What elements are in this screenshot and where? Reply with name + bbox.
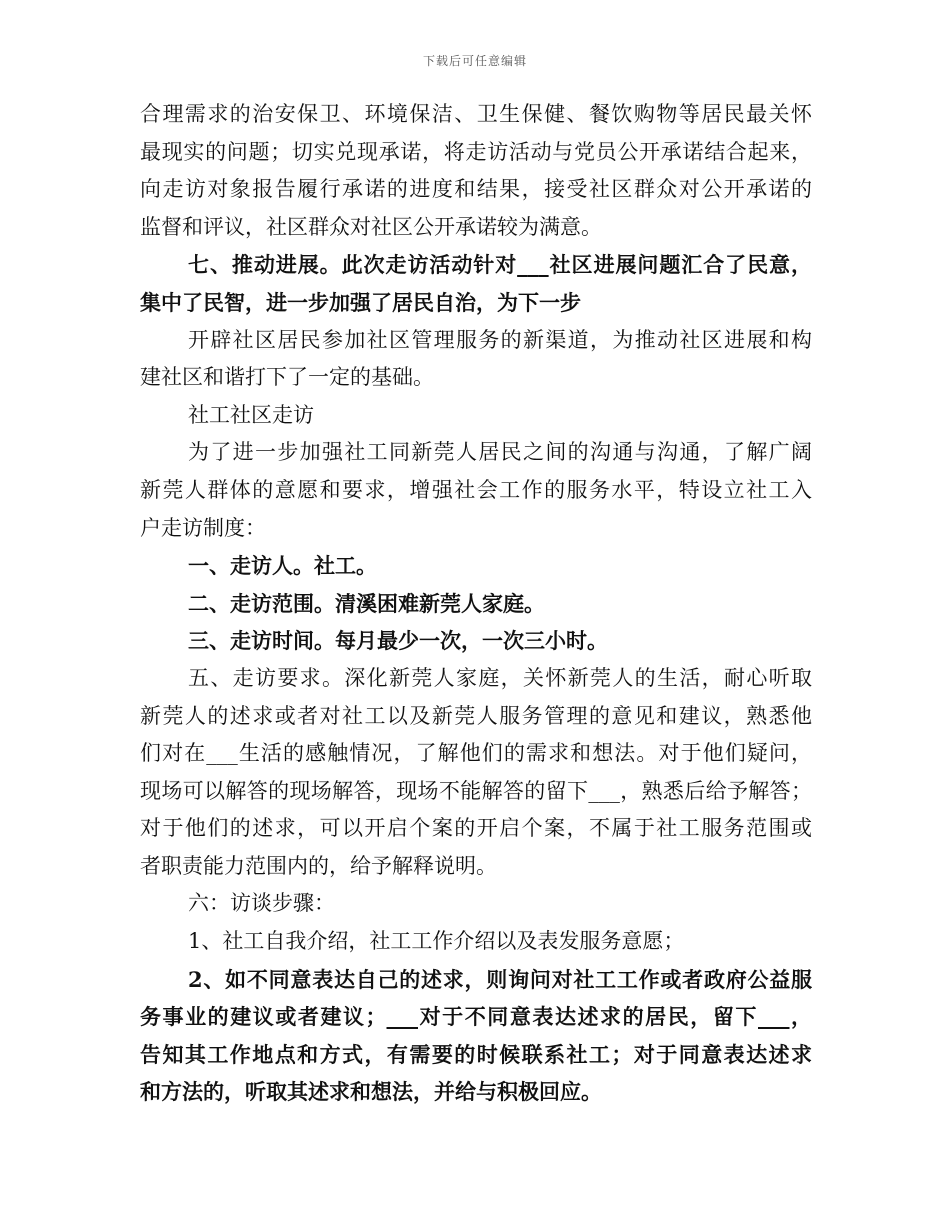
section-heading: 六：访谈步骤： [188, 891, 335, 916]
bold-line: 告知其工作地点和方式，有需要的时候联系社工；对于同意表达述求 [140, 1041, 812, 1067]
text-line: 们对在___生活的感触情况，了解他们的需求和想法。对于他们疑问， [140, 741, 812, 766]
bold-line: 2、如不同意表达自己的述求，则询问对社工工作或者政府公益服 [188, 966, 812, 992]
text-line: 向走访对象报告履行承诺的进度和结果，接受社区群众对公开承诺的 [140, 177, 812, 202]
section-heading: 社工社区走访 [188, 402, 314, 427]
bold-line: 七、推动进展。此次走访活动针对___社区进展问题汇合了民意， [188, 252, 812, 278]
text-line: 监督和评议，社区群众对社区公开承诺较为满意。 [140, 214, 602, 239]
document-body [140, 96, 812, 1111]
bold-line: 集中了民智，进一步加强了居民自治，为下一步 [140, 289, 581, 315]
text-line: 新莞人群体的意愿和要求，增强社会工作的服务水平，特设立社工入 [140, 477, 812, 502]
bold-line: 二、走访范围。清溪困难新莞人家庭。 [188, 590, 545, 616]
bold-line: 三、走访时间。每月最少一次，一次三小时。 [188, 628, 608, 654]
text-line: 建社区和谐打下了一定的基础。 [140, 365, 434, 390]
text-line: 者职责能力范围内的，给予解释说明。 [140, 853, 497, 878]
text-line: 开辟社区居民参加社区管理服务的新渠道，为推动社区进展和构 [188, 327, 812, 352]
bold-line: 务事业的建议或者建议；___对于不同意表达述求的居民，留下___， [140, 1004, 812, 1030]
text-line: 1、社工自我介绍，社工工作介绍以及表发服务意愿； [188, 929, 685, 954]
text-line: 现场可以解答的现场解答，现场不能解答的留下___，熟悉后给予解答； [140, 778, 812, 803]
text-line: 五、走访要求。深化新莞人家庭，关怀新莞人的生活，耐心听取 [188, 665, 812, 690]
text-line: 为了进一步加强社工同新莞人居民之间的沟通与沟通，了解广阔 [188, 440, 812, 465]
text-line: 对于他们的述求，可以开启个案的开启个案，不属于社工服务范围或 [140, 816, 812, 841]
text-line: 户走访制度： [140, 515, 266, 540]
text-line: 最现实的问题；切实兑现承诺，将走访活动与党员公开承诺结合起来， [140, 139, 812, 164]
page-header: 下载后可任意编辑 [422, 54, 527, 68]
text-line: 合理需求的治安保卫、环境保洁、卫生保健、餐饮购物等居民最关怀 [140, 102, 812, 126]
bold-line: 和方法的，听取其述求和想法，并给与积极回应。 [140, 1079, 602, 1105]
bold-line: 一、走访人。社工。 [188, 553, 377, 579]
text-line: 新莞人的述求或者对社工以及新莞人服务管理的意见和建议，熟悉他 [140, 703, 812, 728]
